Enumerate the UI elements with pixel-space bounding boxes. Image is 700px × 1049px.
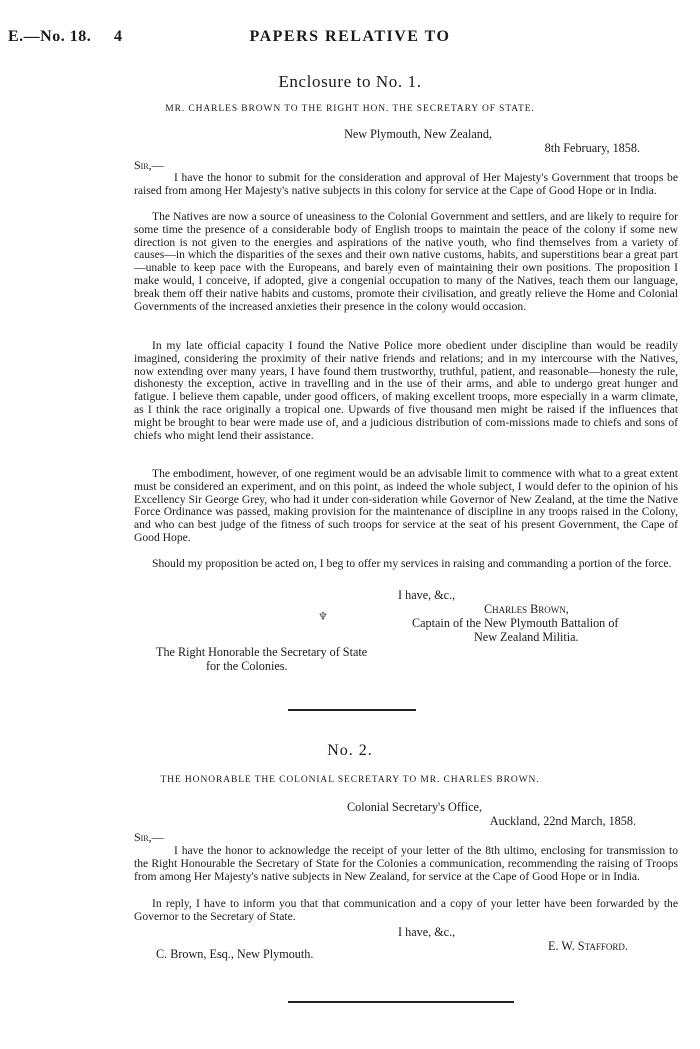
signature-name-2: E. W. Stafford. bbox=[548, 939, 628, 953]
signature-name: Charles Brown, bbox=[484, 602, 569, 616]
addressee-line-2: for the Colonies. bbox=[206, 659, 288, 673]
page-number: 4 bbox=[114, 28, 123, 45]
letter-heading-2: THE HONORABLE THE COLONIAL SECRETARY TO MR. CHARLES BROWN. bbox=[160, 775, 540, 785]
letter-date: 8th February, 1858. bbox=[544, 141, 640, 155]
section-divider bbox=[288, 709, 416, 711]
paragraph-3: In my late official capacity I found the Native Police more obedient under discipline than would be readily imagined, considering the proximity of their native friends and relations; and in my intercourse with the Natives, now extending over many years, I have found them trustworthy, truthful, patient, and reasonable—honesty the rule, dishonesty the exception, active in travelling and in the use of their arms, and able to undergo great hunger and fatigue. I believe them capable, under good officers, of making excellent troops, more especially in a warm climate, as I think the race originally a tropical one. Upwards of five thousand men might be raised if the influences that might be brought to bear were made use of, and a judicious distribution of com-missions made to chiefs and sons of chiefs who might lend their assistance. bbox=[134, 339, 678, 442]
closing-2: I have, &c., bbox=[398, 925, 456, 939]
letter-place: New Plymouth, New Zealand, bbox=[344, 127, 492, 141]
signature-title-line-2: New Zealand Militia. bbox=[474, 630, 579, 644]
letter-heading: MR. CHARLES BROWN TO THE RIGHT HON. THE SECRETARY OF STATE. bbox=[165, 104, 535, 114]
ink-mark: ♆ bbox=[318, 611, 328, 623]
letter-2-paragraph-1: I have the honor to acknowledge the receipt of your letter of the 8th ultimo, enclosing for transmission to the Right Honourable the Secretary of State for the Colonies a communication, recommending the raising of Troops from among Her Majesty's native subjects in New Zealand, for service at the Cape of Good Hope or in India. bbox=[134, 844, 678, 883]
salutation: Sir,— bbox=[134, 158, 164, 172]
letter-2-date: Auckland, 22nd March, 1858. bbox=[489, 814, 636, 828]
page-header bbox=[0, 28, 700, 48]
closing: I have, &c., bbox=[398, 588, 456, 602]
document-reference: E.—No. 18. bbox=[8, 28, 92, 45]
paragraph-2: The Natives are now a source of uneasiness to the Colonial Government and settlers, and are likely to require for some time the presence of a considerable body of English troops to maintain the peace of the colony if some new direction is not given to the energies and aspirations of the native youth, who find themselves from a variety of causes—in which the disparities of the sexes and their own native customs, habits, and superstitions bear a great part—unable to keep pace with the Europeans, and barely even of maintaining their own positions. The proposition I make would, I conceive, if adopted, give a congenial occupation to many of the Natives, teach them our language, break them off their native habits and customs, promote their civilisation, and greatly relieve the Home and Colonial Governments of the increased anxieties their presence in the colony would occasion. bbox=[134, 210, 678, 313]
letter-number-title: No. 2. bbox=[327, 742, 373, 759]
letter-2-paragraph-2: In reply, I have to inform you that that communication and a copy of your letter have been forwarded by the Governor to the Secretary of State. bbox=[134, 897, 678, 923]
paragraph-4: The embodiment, however, of one regiment would be an advisable limit to commence with what to a great extent must be considered an experiment, and on this point, as indeed the whole subject, I would defer to the opinion of his Excellency Sir George Grey, who had it under con-sideration while Governor of New Zealand, at the time the Native Force Ordinance was passed, making provision for the maintenance of discipline in any troops raised in the Colony, and who can best judge of the fitness of such troops for service at the seat of his present Government, the Cape of Good Hope. bbox=[134, 467, 678, 544]
enclosure-title: Enclosure to No. 1. bbox=[278, 72, 422, 91]
running-title: PAPERS RELATIVE TO bbox=[249, 28, 451, 45]
signature-title-line-1: Captain of the New Plymouth Battalion of bbox=[412, 616, 619, 630]
paragraph-1: I have the honor to submit for the consideration and approval of Her Majesty's Government that troops be raised from among Her Majesty's native subjects in this colony for service at the Cape of Good Hope or in India. bbox=[134, 171, 678, 197]
paragraph-5: Should my proposition be acted on, I beg to offer my services in raising and commanding a portion of the force. bbox=[152, 557, 672, 570]
salutation-2: Sir,— bbox=[134, 830, 164, 844]
addressee-2: C. Brown, Esq., New Plymouth. bbox=[156, 947, 314, 961]
end-divider bbox=[288, 1001, 514, 1003]
addressee-line-1: The Right Honorable the Secretary of State bbox=[156, 645, 368, 659]
letter-2-place: Colonial Secretary's Office, bbox=[347, 800, 482, 814]
